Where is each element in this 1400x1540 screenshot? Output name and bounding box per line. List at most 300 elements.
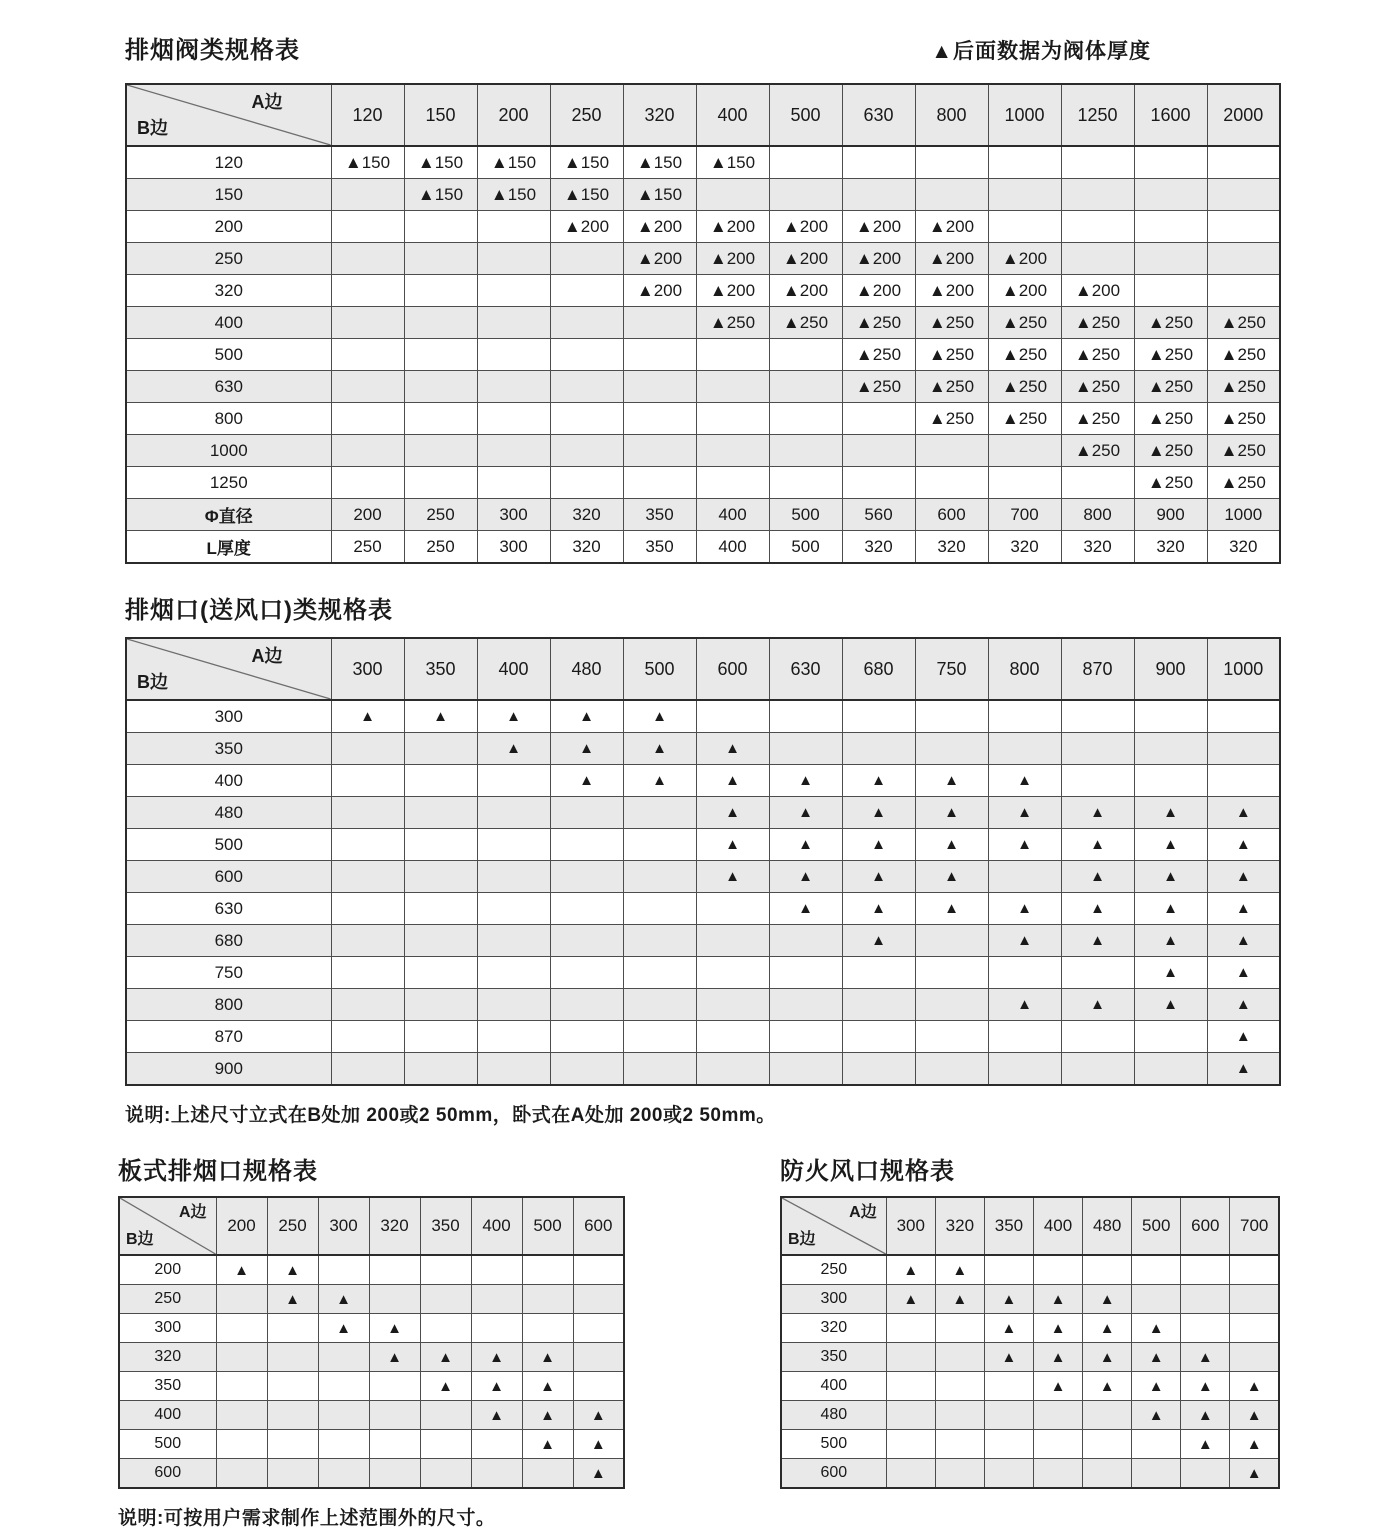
empty-cell <box>331 435 404 467</box>
availability-marker-cell: ▲ <box>769 765 842 797</box>
column-header: 2000 <box>1207 84 1280 146</box>
column-header: 480 <box>1083 1197 1132 1255</box>
empty-cell <box>331 371 404 403</box>
row-label: 400 <box>126 765 331 797</box>
empty-cell <box>331 829 404 861</box>
table-row <box>126 1053 1280 1086</box>
empty-cell <box>623 435 696 467</box>
empty-cell <box>696 700 769 733</box>
empty-cell <box>1230 1285 1279 1314</box>
empty-cell <box>769 435 842 467</box>
empty-cell <box>573 1372 624 1401</box>
availability-marker-cell: ▲ <box>696 733 769 765</box>
availability-marker-cell: ▲ <box>1134 989 1207 1021</box>
empty-cell <box>984 1255 1033 1285</box>
column-header: 500 <box>769 84 842 146</box>
availability-marker-cell: ▲ <box>915 765 988 797</box>
fire-damper-table-title: 防火风口规格表 <box>780 1158 955 1185</box>
empty-cell <box>404 371 477 403</box>
availability-marker-cell: ▲ <box>842 765 915 797</box>
spec-value-cell: ▲250 <box>988 307 1061 339</box>
smoke-valve-spec-table <box>125 83 1400 564</box>
empty-cell <box>696 403 769 435</box>
spec-value-cell: ▲250 <box>842 339 915 371</box>
empty-cell <box>886 1430 935 1459</box>
empty-cell <box>842 1053 915 1086</box>
empty-cell <box>1134 1021 1207 1053</box>
row-label: 350 <box>119 1372 216 1401</box>
empty-cell <box>915 1021 988 1053</box>
empty-cell <box>1230 1343 1279 1372</box>
empty-cell <box>623 1021 696 1053</box>
spec-value-cell: ▲200 <box>988 243 1061 275</box>
row-label: 300 <box>119 1314 216 1343</box>
availability-marker-cell: ▲ <box>404 700 477 733</box>
empty-cell <box>331 403 404 435</box>
empty-cell <box>477 957 550 989</box>
empty-cell <box>1061 765 1134 797</box>
availability-marker-cell: ▲ <box>988 829 1061 861</box>
empty-cell <box>404 275 477 307</box>
spec-value-cell: ▲250 <box>1134 339 1207 371</box>
empty-cell <box>1181 1459 1230 1489</box>
empty-cell <box>216 1459 267 1489</box>
empty-cell <box>915 957 988 989</box>
empty-cell <box>886 1459 935 1489</box>
availability-marker-cell: ▲ <box>369 1314 420 1343</box>
availability-marker-cell: ▲ <box>1230 1401 1279 1430</box>
empty-cell <box>522 1314 573 1343</box>
availability-marker-cell: ▲ <box>988 925 1061 957</box>
row-label: 350 <box>126 733 331 765</box>
column-header: 700 <box>1230 1197 1279 1255</box>
empty-cell <box>471 1285 522 1314</box>
row-label: 320 <box>126 275 331 307</box>
availability-marker-cell: ▲ <box>522 1430 573 1459</box>
table-row <box>781 1372 1279 1401</box>
column-header: 600 <box>573 1197 624 1255</box>
empty-cell <box>331 307 404 339</box>
empty-cell <box>1132 1255 1181 1285</box>
empty-cell <box>1134 765 1207 797</box>
empty-cell <box>842 957 915 989</box>
column-header: 500 <box>623 638 696 700</box>
smoke-valve-table-title: 排烟阀类规格表 <box>125 37 300 64</box>
empty-cell <box>573 1343 624 1372</box>
empty-cell <box>369 1285 420 1314</box>
empty-cell <box>331 1021 404 1053</box>
empty-cell <box>331 339 404 371</box>
spec-table <box>780 1196 1280 1489</box>
column-header: 1600 <box>1134 84 1207 146</box>
empty-cell <box>984 1459 1033 1489</box>
corner-label-a: A边 <box>251 92 283 112</box>
spec-value-cell: ▲200 <box>769 211 842 243</box>
availability-marker-cell: ▲ <box>471 1372 522 1401</box>
corner-label-a: A边 <box>178 1204 207 1221</box>
empty-cell <box>267 1401 318 1430</box>
availability-marker-cell: ▲ <box>915 861 988 893</box>
empty-cell <box>1207 275 1280 307</box>
empty-cell <box>623 403 696 435</box>
table-row <box>119 1430 624 1459</box>
corner-header-cell <box>126 638 331 700</box>
availability-marker-cell: ▲ <box>1230 1430 1279 1459</box>
empty-cell <box>1134 1053 1207 1086</box>
empty-cell <box>1033 1255 1082 1285</box>
spec-table <box>118 1196 625 1489</box>
empty-cell <box>988 211 1061 243</box>
empty-cell <box>404 307 477 339</box>
availability-marker-cell: ▲ <box>550 700 623 733</box>
spec-value-cell: ▲250 <box>1061 435 1134 467</box>
table-row <box>119 1314 624 1343</box>
spec-value-cell: 700 <box>988 499 1061 531</box>
availability-marker-cell: ▲ <box>1134 797 1207 829</box>
empty-cell <box>842 1021 915 1053</box>
table-row <box>126 146 1280 179</box>
spec-value-cell: ▲200 <box>550 211 623 243</box>
empty-cell <box>550 1053 623 1086</box>
availability-marker-cell: ▲ <box>550 733 623 765</box>
table-row <box>119 1372 624 1401</box>
column-header: 350 <box>984 1197 1033 1255</box>
row-label: 1000 <box>126 435 331 467</box>
availability-marker-cell: ▲ <box>769 893 842 925</box>
spec-value-cell: 320 <box>842 531 915 564</box>
availability-marker-cell: ▲ <box>1207 989 1280 1021</box>
availability-marker-cell: ▲ <box>522 1343 573 1372</box>
empty-cell <box>935 1401 984 1430</box>
availability-marker-cell: ▲ <box>915 797 988 829</box>
empty-cell <box>404 957 477 989</box>
fire-damper-block <box>780 1151 1280 1489</box>
availability-marker-cell: ▲ <box>886 1255 935 1285</box>
empty-cell <box>915 1053 988 1086</box>
availability-marker-cell: ▲ <box>420 1343 471 1372</box>
empty-cell <box>318 1255 369 1285</box>
corner-label-b: B边 <box>137 118 168 138</box>
corner-header-cell <box>126 84 331 146</box>
table-row <box>126 499 1280 531</box>
empty-cell <box>404 765 477 797</box>
empty-cell <box>915 989 988 1021</box>
empty-cell <box>550 339 623 371</box>
empty-cell <box>477 1021 550 1053</box>
empty-cell <box>331 733 404 765</box>
table-row <box>781 1343 1279 1372</box>
empty-cell <box>331 275 404 307</box>
column-header: 400 <box>696 84 769 146</box>
spec-value-cell: ▲150 <box>404 179 477 211</box>
spec-value-cell: ▲200 <box>696 275 769 307</box>
spec-value-cell: ▲250 <box>842 371 915 403</box>
empty-cell <box>1134 700 1207 733</box>
empty-cell <box>331 179 404 211</box>
spec-value-cell: ▲250 <box>1207 339 1280 371</box>
empty-cell <box>420 1314 471 1343</box>
empty-cell <box>696 925 769 957</box>
empty-cell <box>404 1021 477 1053</box>
spec-value-cell: 350 <box>623 499 696 531</box>
table-row <box>119 1255 624 1285</box>
empty-cell <box>842 467 915 499</box>
empty-cell <box>404 861 477 893</box>
spec-value-cell: ▲200 <box>842 243 915 275</box>
spec-value-cell: ▲250 <box>988 371 1061 403</box>
empty-cell <box>915 146 988 179</box>
empty-cell <box>1033 1459 1082 1489</box>
empty-cell <box>1134 211 1207 243</box>
empty-cell <box>769 403 842 435</box>
spec-value-cell: ▲250 <box>842 307 915 339</box>
table-row <box>126 797 1280 829</box>
availability-marker-cell: ▲ <box>1061 861 1134 893</box>
availability-marker-cell: ▲ <box>420 1372 471 1401</box>
empty-cell <box>1061 467 1134 499</box>
corner-label-a: A边 <box>251 646 283 666</box>
empty-cell <box>915 700 988 733</box>
empty-cell <box>1207 211 1280 243</box>
empty-cell <box>550 893 623 925</box>
table-row <box>126 211 1280 243</box>
column-header: 320 <box>935 1197 984 1255</box>
row-label: 120 <box>126 146 331 179</box>
empty-cell <box>623 467 696 499</box>
spec-value-cell: 500 <box>769 531 842 564</box>
availability-marker-cell: ▲ <box>522 1372 573 1401</box>
empty-cell <box>623 371 696 403</box>
empty-cell <box>1134 275 1207 307</box>
empty-cell <box>935 1459 984 1489</box>
empty-cell <box>1061 1053 1134 1086</box>
spec-value-cell: ▲200 <box>842 275 915 307</box>
availability-marker-cell: ▲ <box>369 1343 420 1372</box>
spec-value-cell: ▲150 <box>477 179 550 211</box>
column-header: 1000 <box>1207 638 1280 700</box>
availability-marker-cell: ▲ <box>1134 957 1207 989</box>
dimension-note: 说明:上述尺寸立式在B处加 200或2 50mm，卧式在A处加 200或2 50mm。 <box>125 1105 776 1126</box>
availability-marker-cell: ▲ <box>573 1430 624 1459</box>
row-label: 600 <box>781 1459 886 1489</box>
empty-cell <box>696 989 769 1021</box>
row-label: L厚度 <box>126 531 331 564</box>
empty-cell <box>331 243 404 275</box>
spec-value-cell: 400 <box>696 499 769 531</box>
corner-label-b: B边 <box>137 672 168 692</box>
empty-cell <box>331 957 404 989</box>
row-label: 500 <box>126 339 331 371</box>
empty-cell <box>1134 179 1207 211</box>
availability-marker-cell: ▲ <box>1230 1459 1279 1489</box>
availability-marker-cell: ▲ <box>1207 893 1280 925</box>
spec-value-cell: ▲250 <box>915 339 988 371</box>
empty-cell <box>1207 700 1280 733</box>
spec-value-cell: ▲250 <box>1061 371 1134 403</box>
column-header: 900 <box>1134 638 1207 700</box>
empty-cell <box>267 1430 318 1459</box>
spec-value-cell: ▲200 <box>769 243 842 275</box>
empty-cell <box>420 1255 471 1285</box>
empty-cell <box>696 467 769 499</box>
availability-marker-cell: ▲ <box>1134 925 1207 957</box>
empty-cell <box>522 1459 573 1489</box>
empty-cell <box>842 146 915 179</box>
availability-marker-cell: ▲ <box>1083 1372 1132 1401</box>
empty-cell <box>471 1430 522 1459</box>
empty-cell <box>988 957 1061 989</box>
empty-cell <box>550 435 623 467</box>
empty-cell <box>471 1255 522 1285</box>
availability-marker-cell: ▲ <box>1132 1401 1181 1430</box>
row-label: 800 <box>126 989 331 1021</box>
availability-marker-cell: ▲ <box>318 1314 369 1343</box>
empty-cell <box>318 1343 369 1372</box>
empty-cell <box>1132 1459 1181 1489</box>
column-header: 500 <box>1132 1197 1181 1255</box>
empty-cell <box>623 307 696 339</box>
column-header: 1250 <box>1061 84 1134 146</box>
spec-value-cell: ▲250 <box>1207 307 1280 339</box>
column-header: 1000 <box>988 84 1061 146</box>
row-label: 500 <box>119 1430 216 1459</box>
table-row <box>126 467 1280 499</box>
empty-cell <box>318 1430 369 1459</box>
empty-cell <box>769 467 842 499</box>
table-row <box>126 275 1280 307</box>
availability-marker-cell: ▲ <box>1061 797 1134 829</box>
empty-cell <box>331 989 404 1021</box>
spec-value-cell: 560 <box>842 499 915 531</box>
column-header: 680 <box>842 638 915 700</box>
empty-cell <box>935 1372 984 1401</box>
empty-cell <box>696 179 769 211</box>
empty-cell <box>984 1401 1033 1430</box>
empty-cell <box>573 1314 624 1343</box>
availability-marker-cell: ▲ <box>623 733 696 765</box>
availability-marker-cell: ▲ <box>318 1285 369 1314</box>
availability-marker-cell: ▲ <box>267 1255 318 1285</box>
availability-marker-cell: ▲ <box>477 700 550 733</box>
empty-cell <box>1061 146 1134 179</box>
empty-cell <box>915 733 988 765</box>
column-header: 400 <box>1033 1197 1082 1255</box>
plate-outlet-spec-table <box>118 1196 625 1489</box>
availability-marker-cell: ▲ <box>1207 957 1280 989</box>
availability-marker-cell: ▲ <box>1181 1343 1230 1372</box>
empty-cell <box>420 1401 471 1430</box>
empty-cell <box>1061 733 1134 765</box>
empty-cell <box>915 435 988 467</box>
empty-cell <box>988 861 1061 893</box>
empty-cell <box>267 1314 318 1343</box>
empty-cell <box>769 1021 842 1053</box>
empty-cell <box>1083 1401 1132 1430</box>
availability-marker-cell: ▲ <box>696 765 769 797</box>
empty-cell <box>696 1021 769 1053</box>
availability-marker-cell: ▲ <box>988 893 1061 925</box>
corner-label-b: B边 <box>788 1231 816 1248</box>
availability-marker-cell: ▲ <box>1132 1314 1181 1343</box>
availability-marker-cell: ▲ <box>842 829 915 861</box>
spec-value-cell: ▲250 <box>1134 435 1207 467</box>
empty-cell <box>404 435 477 467</box>
empty-cell <box>369 1255 420 1285</box>
row-label: 350 <box>781 1343 886 1372</box>
empty-cell <box>477 829 550 861</box>
empty-cell <box>331 893 404 925</box>
row-label: 250 <box>126 243 331 275</box>
empty-cell <box>886 1314 935 1343</box>
spec-value-cell: 400 <box>696 531 769 564</box>
empty-cell <box>369 1372 420 1401</box>
availability-marker-cell: ▲ <box>1083 1343 1132 1372</box>
column-header: 600 <box>696 638 769 700</box>
availability-marker-cell: ▲ <box>216 1255 267 1285</box>
spec-value-cell: ▲250 <box>1061 307 1134 339</box>
column-header: 480 <box>550 638 623 700</box>
row-label: 200 <box>119 1255 216 1285</box>
row-label: 600 <box>126 861 331 893</box>
empty-cell <box>573 1285 624 1314</box>
availability-marker-cell: ▲ <box>886 1285 935 1314</box>
empty-cell <box>477 893 550 925</box>
spec-value-cell: ▲250 <box>1061 403 1134 435</box>
column-header: 600 <box>1181 1197 1230 1255</box>
thickness-legend: ▲后面数据为阀体厚度 <box>931 40 1151 63</box>
spec-value-cell: 250 <box>331 531 404 564</box>
column-header: 250 <box>267 1197 318 1255</box>
spec-value-cell: ▲250 <box>769 307 842 339</box>
table-row <box>126 861 1280 893</box>
spec-value-cell: 350 <box>623 531 696 564</box>
spec-value-cell: ▲150 <box>623 179 696 211</box>
spec-table <box>125 83 1281 564</box>
empty-cell <box>420 1285 471 1314</box>
empty-cell <box>404 829 477 861</box>
table-row <box>126 403 1280 435</box>
empty-cell <box>404 211 477 243</box>
column-header: 250 <box>550 84 623 146</box>
empty-cell <box>216 1285 267 1314</box>
spec-value-cell: 300 <box>477 499 550 531</box>
empty-cell <box>915 467 988 499</box>
empty-cell <box>1134 733 1207 765</box>
empty-cell <box>1134 243 1207 275</box>
empty-cell <box>623 339 696 371</box>
spec-value-cell: ▲250 <box>1207 371 1280 403</box>
availability-marker-cell: ▲ <box>1207 1021 1280 1053</box>
corner-label-b: B边 <box>126 1231 154 1248</box>
row-label: 750 <box>126 957 331 989</box>
spec-value-cell: 320 <box>915 531 988 564</box>
column-header: 300 <box>318 1197 369 1255</box>
empty-cell <box>623 989 696 1021</box>
row-label: 400 <box>126 307 331 339</box>
availability-marker-cell: ▲ <box>915 893 988 925</box>
empty-cell <box>550 989 623 1021</box>
availability-marker-cell: ▲ <box>842 925 915 957</box>
empty-cell <box>696 1053 769 1086</box>
empty-cell <box>404 1053 477 1086</box>
empty-cell <box>1033 1401 1082 1430</box>
row-label: 500 <box>126 829 331 861</box>
spec-value-cell: ▲200 <box>769 275 842 307</box>
empty-cell <box>550 307 623 339</box>
empty-cell <box>696 435 769 467</box>
corner-label-a: A边 <box>849 1204 877 1221</box>
empty-cell <box>331 1053 404 1086</box>
